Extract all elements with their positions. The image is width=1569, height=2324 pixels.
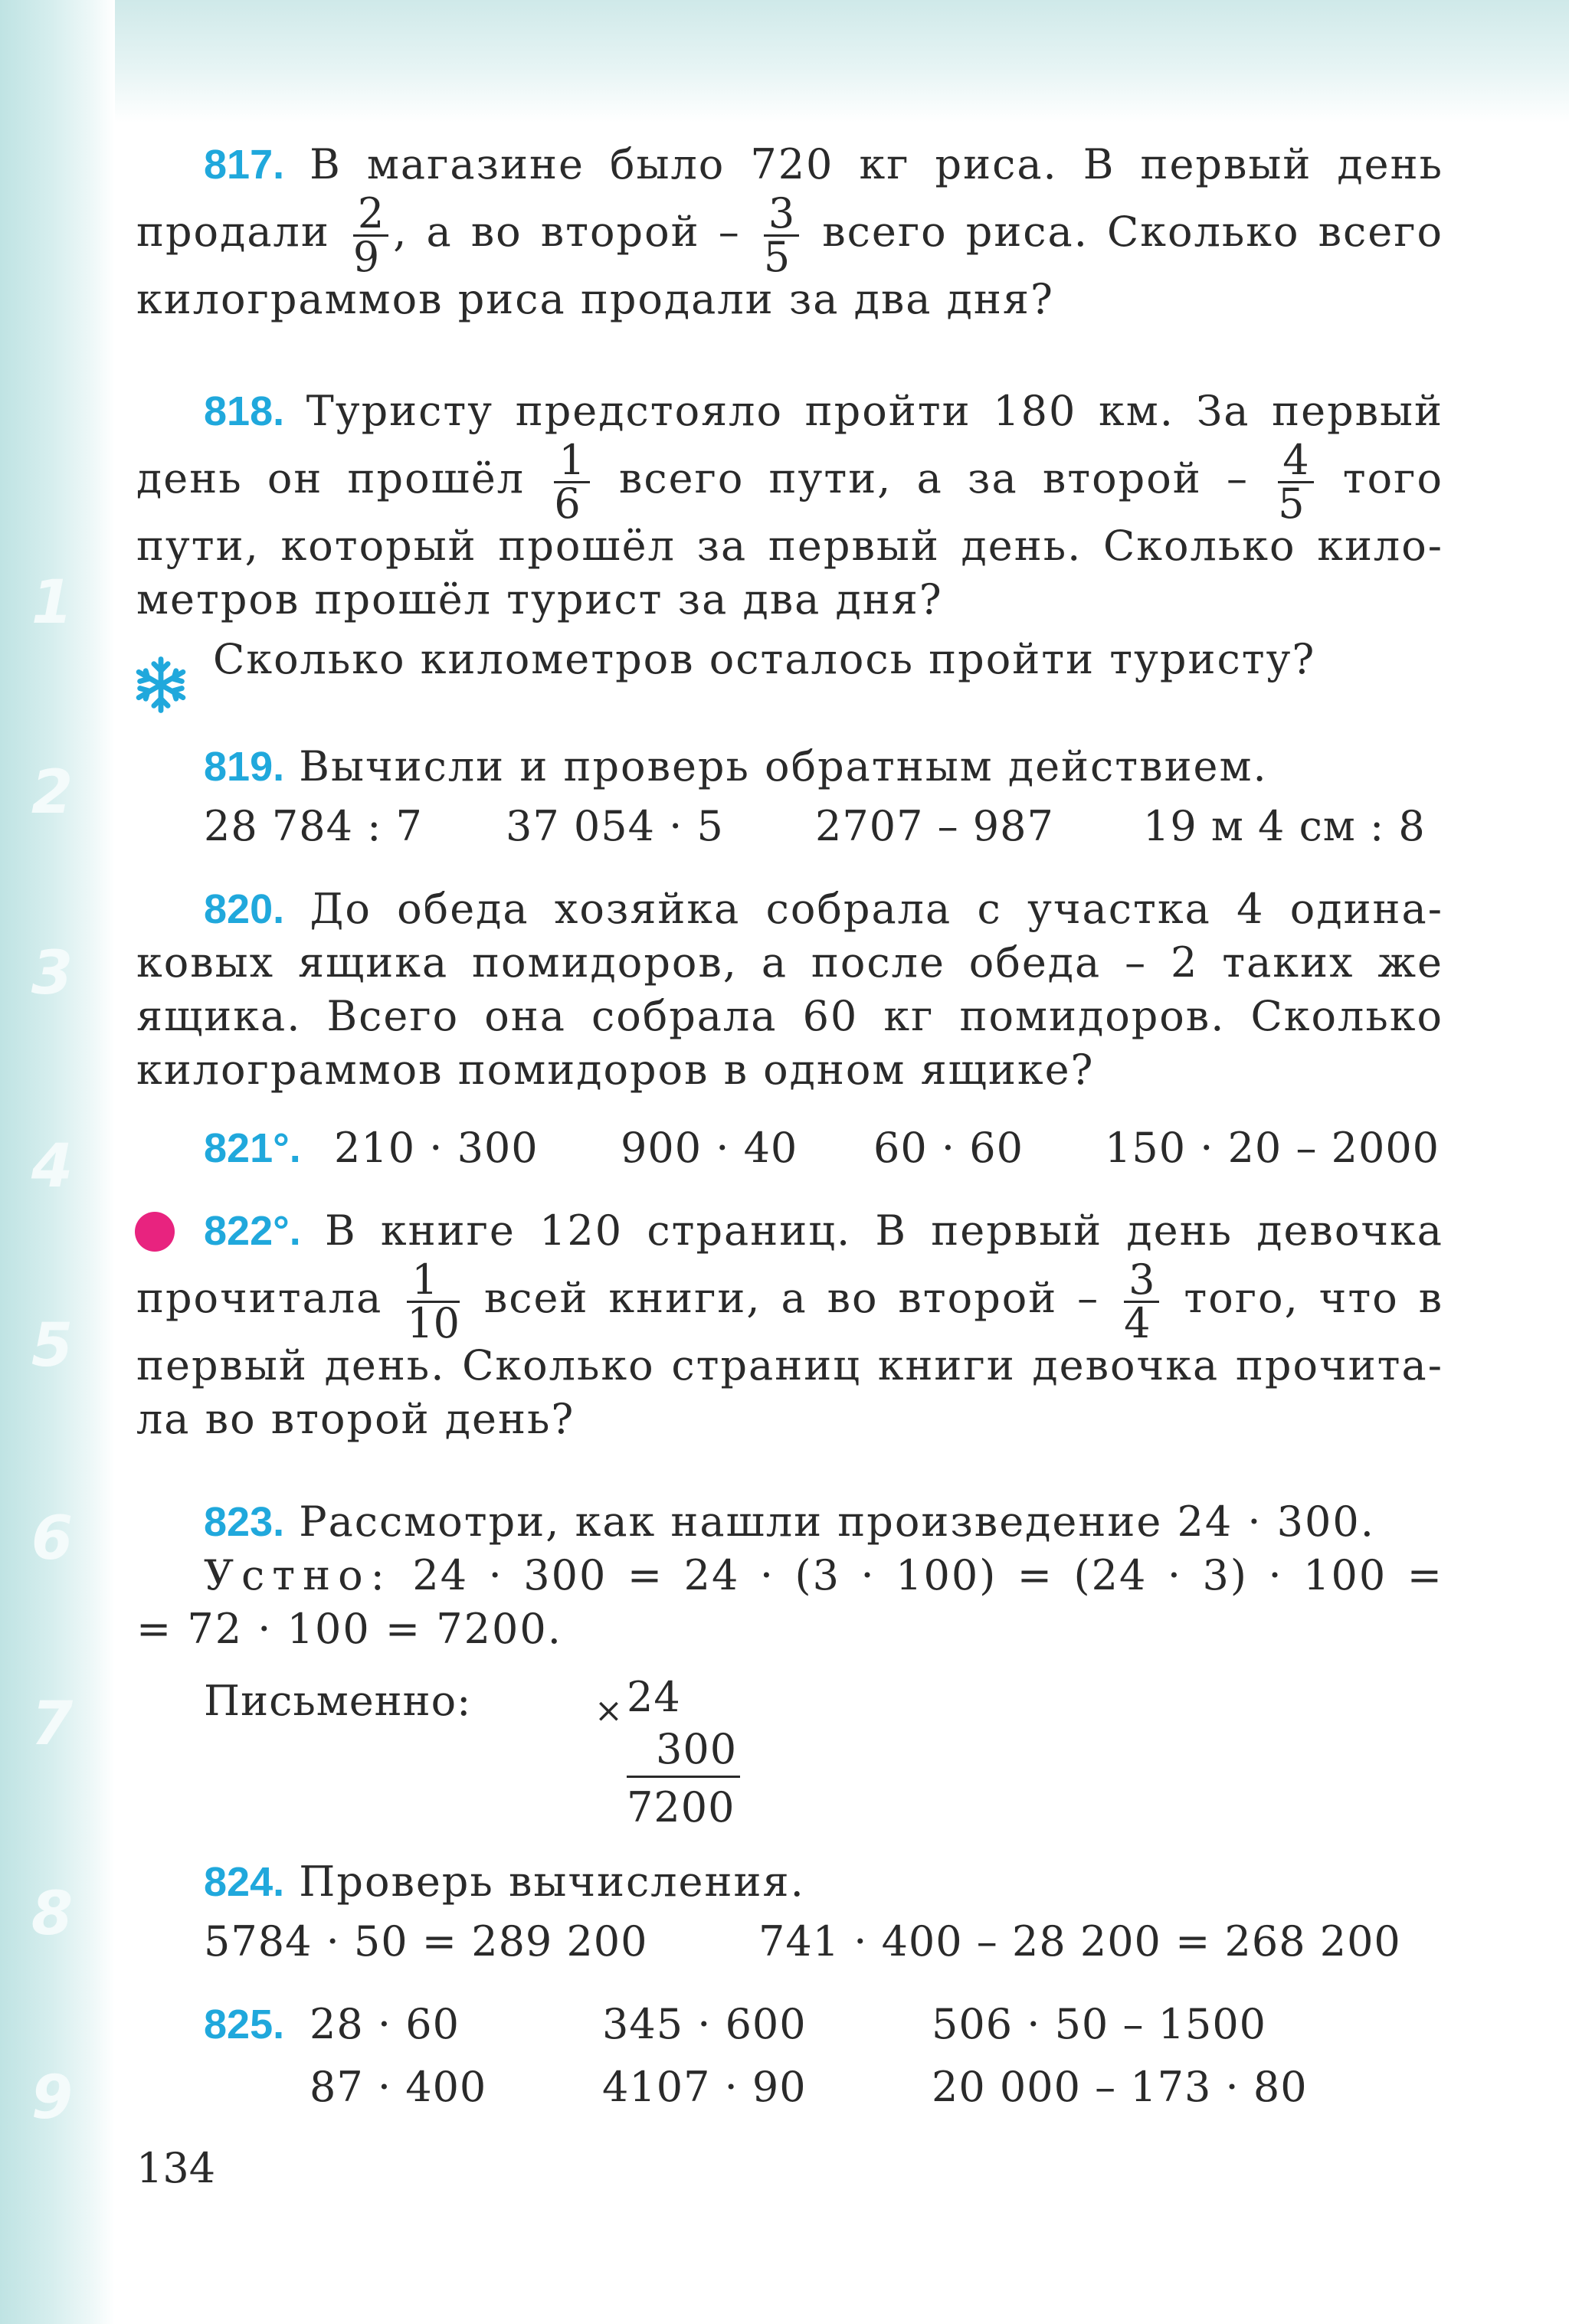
expression: 5784 · 50 = 289 200 — [204, 1917, 648, 1966]
side-number: 3 — [31, 939, 74, 1008]
exercise-text: До обеда хозяйка собрала с участка 4 одина- — [310, 885, 1443, 933]
exercise-822 — [136, 1204, 1443, 1446]
exercise-text: килограммов риса продали за два дня? — [136, 275, 1054, 323]
exercise-number: 823. — [204, 1499, 285, 1545]
fraction: $\frac{3}{4}$ — [1124, 1259, 1159, 1344]
expression: 28 · 60 — [310, 2000, 460, 2048]
expression: 4107 · 90 — [602, 2063, 807, 2111]
expression: 741 · 400 – 28 200 = 268 200 — [758, 1917, 1401, 1966]
expression: 37 054 · 5 — [506, 802, 724, 850]
exercise-text: день он прошёл — [136, 454, 526, 502]
exercise-text: того, что в — [1184, 1274, 1444, 1322]
expression: 19 м 4 см : 8 — [1143, 802, 1426, 850]
exercise-text: всего риса. Сколько всего — [822, 208, 1444, 256]
expression: 28 784 : 7 — [204, 802, 423, 850]
expression: 20 000 – 173 · 80 — [932, 2063, 1308, 2111]
exercise-text: В книге 120 страниц. В первый день девочка — [324, 1206, 1443, 1255]
expression: 900 · 40 — [621, 1124, 798, 1172]
side-number: 7 — [31, 1690, 74, 1759]
side-number: 6 — [31, 1504, 74, 1573]
expression: 150 · 20 – 2000 — [1105, 1124, 1440, 1172]
exercise-819 — [136, 740, 1443, 794]
expression: 60 · 60 — [873, 1124, 1024, 1172]
expression: 506 · 50 – 1500 — [932, 2000, 1267, 2048]
multiply-sign: × — [595, 1691, 624, 1730]
exercise-824 — [136, 1855, 1443, 1909]
multiplier: 300 — [656, 1725, 738, 1773]
expression: 210 · 300 — [334, 1124, 539, 1172]
fraction: $\frac{1}{6}$ — [554, 440, 589, 525]
side-number: 2 — [31, 758, 74, 827]
written-label: Письменно: — [204, 1677, 472, 1725]
exercise-number: 818. — [204, 388, 285, 434]
expression: 87 · 400 — [310, 2063, 487, 2111]
exercise-text: пути, который прошёл за первый день. Сколько кило- — [136, 522, 1443, 570]
exercise-text: продали — [136, 208, 330, 256]
exercise-text: Рассмотри, как нашли произведение 24 · 300. — [299, 1498, 1375, 1546]
exercise-823 — [136, 1495, 1443, 1656]
expression: 345 · 600 — [602, 2000, 807, 2048]
page-number: 134 — [136, 2144, 216, 2192]
top-band — [0, 0, 1569, 123]
exercise-number: 821°. — [204, 1125, 301, 1171]
exercise-text: Проверь вычисления. — [299, 1858, 805, 1906]
result-line — [627, 1776, 740, 1778]
exercise-text: В магазине было 720 кг риса. В первый день — [310, 140, 1443, 188]
exercise-number: 817. — [204, 142, 285, 188]
oral-expression: 24 · 300 = 24 · (3 · 100) = (24 · 3) · 100 = — [412, 1551, 1443, 1599]
exercise-817 — [136, 138, 1443, 326]
exercise-number: 825. — [204, 2002, 285, 2047]
side-number: 5 — [31, 1311, 74, 1380]
exercise-text: того — [1342, 454, 1443, 502]
snowflake-icon — [132, 656, 190, 714]
exercise-text: первый день. Сколько страниц книги девочка прочита- — [136, 1341, 1443, 1389]
oral-continuation: = 72 · 100 = 7200. — [136, 1605, 562, 1653]
exercise-text: ла во второй день? — [136, 1395, 575, 1443]
product: 7200 — [627, 1783, 735, 1831]
fraction: $\frac{2}{9}$ — [353, 193, 388, 278]
fraction: $\frac{3}{5}$ — [764, 193, 799, 278]
extra-question: Сколько километров осталось пройти туристу? — [213, 635, 1316, 683]
exercise-text: , а во второй – — [393, 208, 741, 256]
fraction: $\frac{4}{5}$ — [1278, 440, 1313, 525]
exercise-text: Вычисли и проверь обратным действием. — [299, 742, 1268, 790]
exercise-text: ящика. Всего она собрала 60 кг помидоров. Сколько — [136, 992, 1443, 1040]
exercise-number: 824. — [204, 1859, 285, 1905]
exercise-number: 820. — [204, 886, 285, 932]
side-number: 1 — [31, 568, 74, 637]
expression: 2707 – 987 — [815, 802, 1054, 850]
exercise-text: всего пути, а за второй – — [618, 454, 1249, 502]
exercise-820 — [136, 882, 1443, 1097]
exercise-text: килограммов помидоров в одном ящике? — [136, 1046, 1095, 1094]
oral-label: Устно: — [204, 1551, 392, 1599]
exercise-text: метров прошёл турист за два дня? — [136, 575, 943, 624]
exercise-number: 819. — [204, 744, 285, 790]
side-number: 8 — [31, 1880, 74, 1949]
exercise-text: ковых ящика помидоров, а после обеда – 2 таких же — [136, 938, 1443, 987]
exercise-818 — [136, 385, 1443, 686]
fraction: $\frac{1}{10}$ — [407, 1255, 460, 1347]
exercise-text: прочитала — [136, 1274, 383, 1322]
exercise-text: Туристу предстояло пройти 180 км. За первый — [306, 387, 1444, 435]
multiplicand: 24 — [627, 1673, 681, 1721]
side-number: 9 — [31, 2064, 74, 2133]
exercise-number: 822°. — [204, 1208, 301, 1254]
exercise-text: всей книги, а во второй – — [483, 1274, 1100, 1322]
side-number: 4 — [31, 1132, 74, 1201]
